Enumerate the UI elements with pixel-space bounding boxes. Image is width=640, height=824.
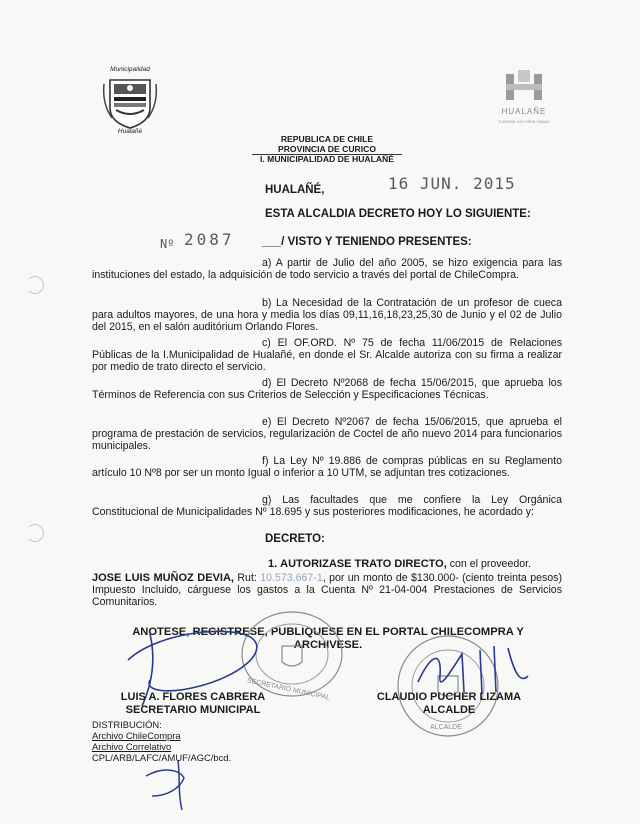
- item-b: b) La Necesidad de la Contratación de un profesor de cueca para adultos mayores, de una hora y media los días 09,11,16,18,23,25,30 de Junio y el 02 de Julio del 2015, en el salón auditórium Orlando Flores.: [92, 297, 562, 334]
- h-logo-icon: [492, 70, 556, 104]
- distribution-label: DISTRIBUCIÓN:: [92, 719, 162, 730]
- rut-label: Rut:: [237, 572, 257, 584]
- punch-hole: [26, 524, 44, 542]
- distribution-line-3: CPL/ARB/LAFC/AMUF/AGC/bcd.: [92, 752, 232, 763]
- distribution-block: [92, 719, 231, 763]
- decree-heading: ESTA ALCALDIA DECRETO HOY LO SIGUIENTE:: [265, 208, 531, 220]
- seal-bottom-text: Hualañé: [117, 128, 143, 135]
- mayor-block: [364, 691, 534, 716]
- secretary-name: LUIS A. FLORES CABRERA: [120, 691, 266, 703]
- secretary-title: SECRETARIO MUNICIPAL: [125, 703, 261, 716]
- item-c: c) El OF.ORD. Nº 75 de fecha 11/06/2015 de Relaciones Públicas de la I.Municipalidad de Hualañé, en donde el Sr. Alcalde autoriza con su firma a realizar por medio de trato directo el servicio.: [92, 337, 562, 374]
- item-a: a) A partir de Julio del año 2005, se hizo exigencia para las instituciones del estado, la adquisición de todo servicio a través del portal de ChileCompra.: [92, 257, 562, 282]
- seal-top-text: Municipalidad: [110, 66, 150, 73]
- initials-mark: [140, 756, 200, 814]
- municipality-line: I. MUNICIPALIDAD DE HUALAÑÉ: [252, 154, 402, 165]
- resolution-1-body: [92, 572, 562, 609]
- resolution-number: 1.: [268, 558, 278, 570]
- item-f: f) La Ley Nº 19.886 de compras públicas en su Reglamento artículo 10 Nº8 por ser un monto Igual o inferior a 10 UTM, se adjuntan tres cotizaciones.: [92, 455, 562, 480]
- brand-name: HUALAÑE: [501, 107, 547, 116]
- distribution-line-1: Archivo ChileCompra: [92, 730, 181, 741]
- date-stamp: 16 JUN. 2015: [388, 174, 516, 193]
- shield-icon: [100, 66, 160, 136]
- number-prefix: Nº: [160, 237, 175, 251]
- header-block: [252, 135, 402, 165]
- punch-hole: [26, 276, 44, 294]
- item-e: e) El Decreto Nº2067 de fecha 15/06/2015, que aprueba el programa de prestación de servicios, regularización de Coctel de año nuevo 2014 para funcionarios municipales.: [92, 416, 562, 453]
- brand-logo: [492, 70, 556, 126]
- resolution-authorize: AUTORIZASE TRATO DIRECTO,: [280, 558, 447, 570]
- resolution-rest: , por un monto de $130.000- (ciento treinta pesos) Impuesto Incluido, cárguese los gastos a la Cuenta Nº 21-04-004 Prestaciones de Servicios Comunitarios.: [92, 572, 563, 609]
- closing-line-2: ARCHIVESE.: [293, 639, 363, 651]
- visto-heading: ___/ VISTO Y TENIENDO PRESENTES:: [262, 236, 472, 248]
- resolution-1-line: [268, 558, 568, 570]
- closing-line-1: ANOTESE, REGISTRESE, PUBLIQUESE EN EL PORTAL CHILECOMPRA Y: [132, 626, 524, 638]
- municipal-seal: [100, 66, 160, 136]
- secretary-stamp-text: SECRETARIO MUNICIPAL: [246, 677, 331, 702]
- resolution-tail: con el proveedor.: [449, 558, 532, 570]
- mayor-stamp-text: ALCALDE: [430, 724, 462, 731]
- brand-tagline: Comuna con Alma Huaso: [498, 119, 550, 124]
- republic-line: REPUBLICA DE CHILE: [280, 134, 374, 144]
- distribution-line-2: Archivo Correlativo: [92, 741, 172, 752]
- provider-name: JOSE LUIS MUÑOZ DEVIA,: [92, 572, 234, 584]
- decree-number: 2087: [184, 230, 235, 249]
- mayor-name: CLAUDIO PUCHER LIZAMA: [376, 691, 522, 703]
- item-g: g) Las facultades que me confiere la Ley Orgánica Constitucional de Municipalidades Nº 18.695 y sus posteriores modificaciones, he acordado y:: [92, 494, 562, 519]
- decreto-label: DECRETO:: [265, 533, 325, 545]
- mayor-title: ALCALDE: [422, 703, 476, 716]
- province-line: PROVINCIA DE CURICO: [277, 143, 377, 154]
- item-d: d) El Decreto Nº2068 de fecha 15/06/2015, que aprueba los Términos de Referencia con sus Criterios de Selección y Especificaciones Técnicas.: [92, 377, 562, 402]
- secretary-block: [98, 691, 288, 716]
- place: HUALAÑÉ,: [265, 184, 325, 196]
- rut-value: 10.573.667-1: [260, 572, 323, 584]
